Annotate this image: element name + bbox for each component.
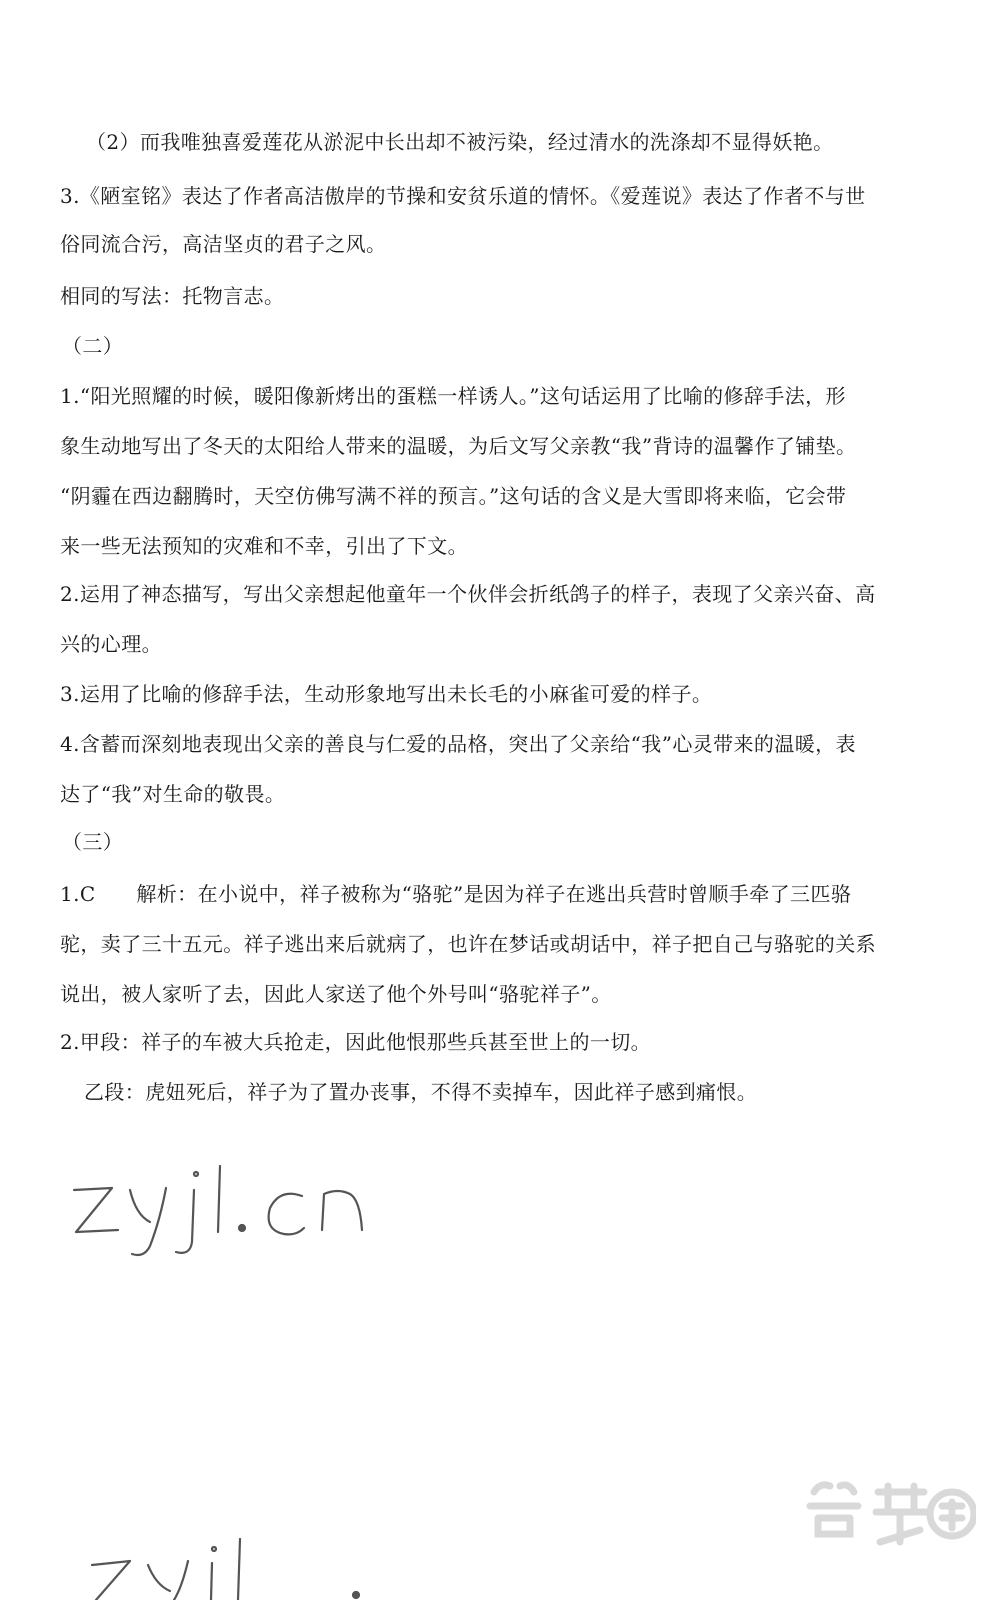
answer-line-10: 兴的心理。 bbox=[60, 632, 162, 656]
answer-line-11: 3.运用了比喻的修辞手法，生动形象地写出未长毛的小麻雀可爱的样子。 bbox=[60, 682, 713, 706]
answer-line-3: 俗同流合污，高洁坚贞的君子之风。 bbox=[60, 232, 387, 256]
answer-line-2: 3.《陋室铭》表达了作者高洁傲岸的节操和安贫乐道的情怀。《爱莲说》表达了作者不与世 bbox=[60, 184, 866, 208]
answer-line-9: 2.运用了神态描写，写出父亲想起他童年一个伙伴会折纸鸽子的样子，表现了父亲兴奋、高 bbox=[60, 582, 876, 606]
answer-line-14: 1.C 解析：在小说中，祥子被称为“骆驼”是因为祥子在逃出兵营时曾顺手牵了三匹骆 bbox=[60, 882, 852, 906]
answer-line-8: 来一些无法预知的灾难和不幸，引出了下文。 bbox=[60, 534, 468, 558]
answer-line-17: 2.甲段：祥子的车被大兵抢走，因此他恨那些兵甚至世上的一切。 bbox=[60, 1030, 652, 1054]
site-logo-stamp bbox=[796, 1472, 976, 1562]
answer-line-15: 驼，卖了三十五元。祥子逃出来后就病了，也许在梦话或胡话中，祥子把自己与骆驼的关系 bbox=[60, 932, 876, 956]
section-heading-2: （二） bbox=[62, 334, 124, 358]
answer-line-12: 4.含蓄而深刻地表现出父亲的善良与仁爱的品格，突出了父亲给“我”心灵带来的温暖，表 bbox=[60, 732, 856, 756]
answer-line-7: “阴霾在西边翻腾时，天空仿佛写满不祥的预言。”这句话的含义是大雪即将来临，它会带 bbox=[60, 484, 847, 508]
watermark-handwritten bbox=[70, 1160, 370, 1260]
answer-line-13: 达了“我”对生命的敬畏。 bbox=[60, 782, 286, 806]
answer-line-16: 说出，被人家听了去，因此人家送了他个外号叫“骆驼祥子”。 bbox=[60, 982, 612, 1006]
answer-line-6: 象生动地写出了冬天的太阳给人带来的温暖，为后文写父亲教“我”背诗的温馨作了铺垫。 bbox=[60, 434, 857, 458]
answer-line-1: （2）而我唯独喜爱莲花从淤泥中长出却不被污染，经过清水的洗涤却不显得妖艳。 bbox=[86, 130, 834, 154]
watermark-handwritten-bottom bbox=[88, 1525, 408, 1600]
answer-line-18: 乙段：虎妞死后，祥子为了置办丧事，不得不卖掉车，因此祥子感到痛恨。 bbox=[84, 1080, 758, 1104]
answer-line-4: 相同的写法：托物言志。 bbox=[60, 284, 285, 308]
answer-line-5: 1.“阳光照耀的时候，暖阳像新烤出的蛋糕一样诱人。”这句话运用了比喻的修辞手法，形 bbox=[60, 384, 846, 408]
section-heading-3: （三） bbox=[62, 830, 124, 854]
